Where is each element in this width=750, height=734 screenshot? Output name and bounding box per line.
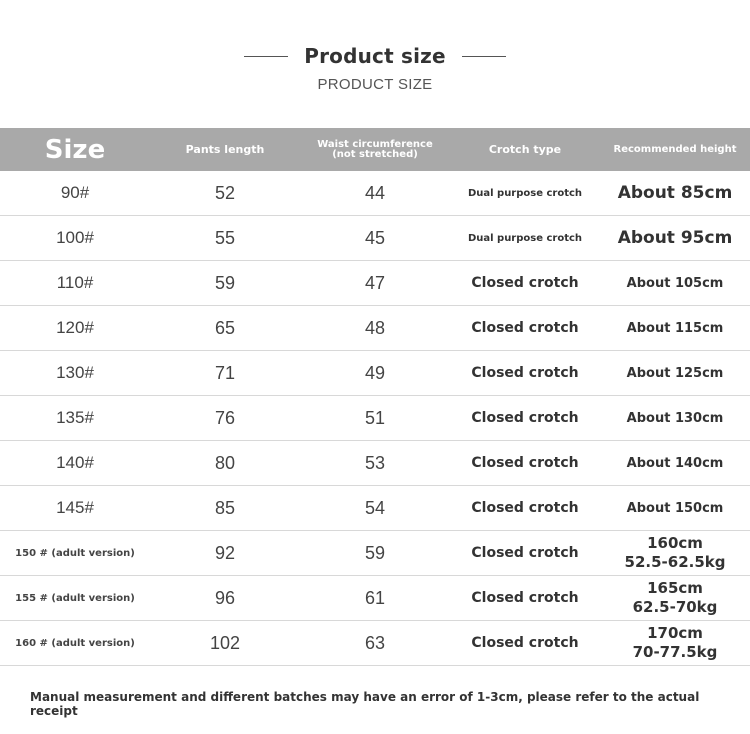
cell-waist: 54 <box>300 486 450 531</box>
cell-waist: 48 <box>300 306 450 351</box>
cell-height: About 95cm <box>600 216 750 261</box>
cell-pants-length: 52 <box>150 171 300 216</box>
height-value: 170cm <box>647 624 703 642</box>
table-row <box>0 486 750 531</box>
cell-crotch: Closed crotch <box>450 306 600 351</box>
cell-waist: 44 <box>300 171 450 216</box>
cell-size: 145# <box>0 486 150 531</box>
title-block <box>0 44 750 93</box>
cell-size: 120# <box>0 306 150 351</box>
cell-pants-length: 76 <box>150 396 300 441</box>
cell-pants-length: 65 <box>150 306 300 351</box>
table-row <box>0 576 750 621</box>
cell-height: About 150cm <box>600 486 750 531</box>
size-table <box>0 128 750 666</box>
cell-height: About 140cm <box>600 441 750 486</box>
cell-size: 160 # (adult version) <box>0 621 150 666</box>
page-subtitle: PRODUCT SIZE <box>317 76 433 93</box>
cell-crotch: Closed crotch <box>450 396 600 441</box>
title-divider-right <box>462 56 506 57</box>
cell-crotch: Closed crotch <box>450 576 600 621</box>
cell-pants-length: 55 <box>150 216 300 261</box>
cell-waist: 53 <box>300 441 450 486</box>
title-divider-left <box>244 56 288 57</box>
cell-height <box>600 576 750 621</box>
weight-range: 52.5-62.5kg <box>624 553 726 571</box>
measurement-note: Manual measurement and different batches may have an error of 1-3cm, please refer to the actual receipt <box>30 690 700 718</box>
height-value: 160cm <box>647 534 703 552</box>
cell-height <box>600 531 750 576</box>
cell-height: About 105cm <box>600 261 750 306</box>
table-row <box>0 351 750 396</box>
cell-pants-length: 85 <box>150 486 300 531</box>
cell-height: About 125cm <box>600 351 750 396</box>
column-header-size: Size <box>0 128 150 171</box>
cell-height: About 130cm <box>600 396 750 441</box>
table-header-row <box>0 128 750 171</box>
cell-height <box>600 621 750 666</box>
cell-crotch: Closed crotch <box>450 441 600 486</box>
page-title: Product size <box>304 44 446 68</box>
cell-size: 90# <box>0 171 150 216</box>
table-row <box>0 171 750 216</box>
cell-pants-length: 71 <box>150 351 300 396</box>
cell-crotch: Dual purpose crotch <box>450 216 600 261</box>
cell-crotch: Closed crotch <box>450 486 600 531</box>
weight-range: 62.5-70kg <box>632 598 718 616</box>
cell-waist: 51 <box>300 396 450 441</box>
table-body <box>0 171 750 666</box>
cell-pants-length: 92 <box>150 531 300 576</box>
cell-waist: 47 <box>300 261 450 306</box>
cell-pants-length: 96 <box>150 576 300 621</box>
cell-crotch: Closed crotch <box>450 261 600 306</box>
cell-crotch: Dual purpose crotch <box>450 171 600 216</box>
weight-range: 70-77.5kg <box>632 643 718 661</box>
table-row <box>0 261 750 306</box>
table-row <box>0 306 750 351</box>
cell-pants-length: 59 <box>150 261 300 306</box>
title-row <box>0 44 750 68</box>
cell-waist: 49 <box>300 351 450 396</box>
cell-waist: 63 <box>300 621 450 666</box>
cell-size: 130# <box>0 351 150 396</box>
cell-height: About 115cm <box>600 306 750 351</box>
cell-crotch: Closed crotch <box>450 621 600 666</box>
column-header-pants-length: Pants length <box>150 128 300 171</box>
cell-waist: 61 <box>300 576 450 621</box>
cell-size: 155 # (adult version) <box>0 576 150 621</box>
table-row <box>0 396 750 441</box>
cell-size: 100# <box>0 216 150 261</box>
table-row <box>0 531 750 576</box>
cell-size: 140# <box>0 441 150 486</box>
cell-pants-length: 80 <box>150 441 300 486</box>
cell-waist: 59 <box>300 531 450 576</box>
cell-crotch: Closed crotch <box>450 531 600 576</box>
column-header-crotch: Crotch type <box>450 128 600 171</box>
cell-height: About 85cm <box>600 171 750 216</box>
table-row <box>0 441 750 486</box>
column-header-waist: Waist circumference (not stretched) <box>300 128 450 171</box>
cell-crotch: Closed crotch <box>450 351 600 396</box>
cell-pants-length: 102 <box>150 621 300 666</box>
cell-waist: 45 <box>300 216 450 261</box>
table-row <box>0 216 750 261</box>
column-header-height: Recommended height <box>600 128 750 171</box>
table-row <box>0 621 750 666</box>
cell-size: 110# <box>0 261 150 306</box>
cell-size: 135# <box>0 396 150 441</box>
cell-size: 150 # (adult version) <box>0 531 150 576</box>
height-value: 165cm <box>647 579 703 597</box>
